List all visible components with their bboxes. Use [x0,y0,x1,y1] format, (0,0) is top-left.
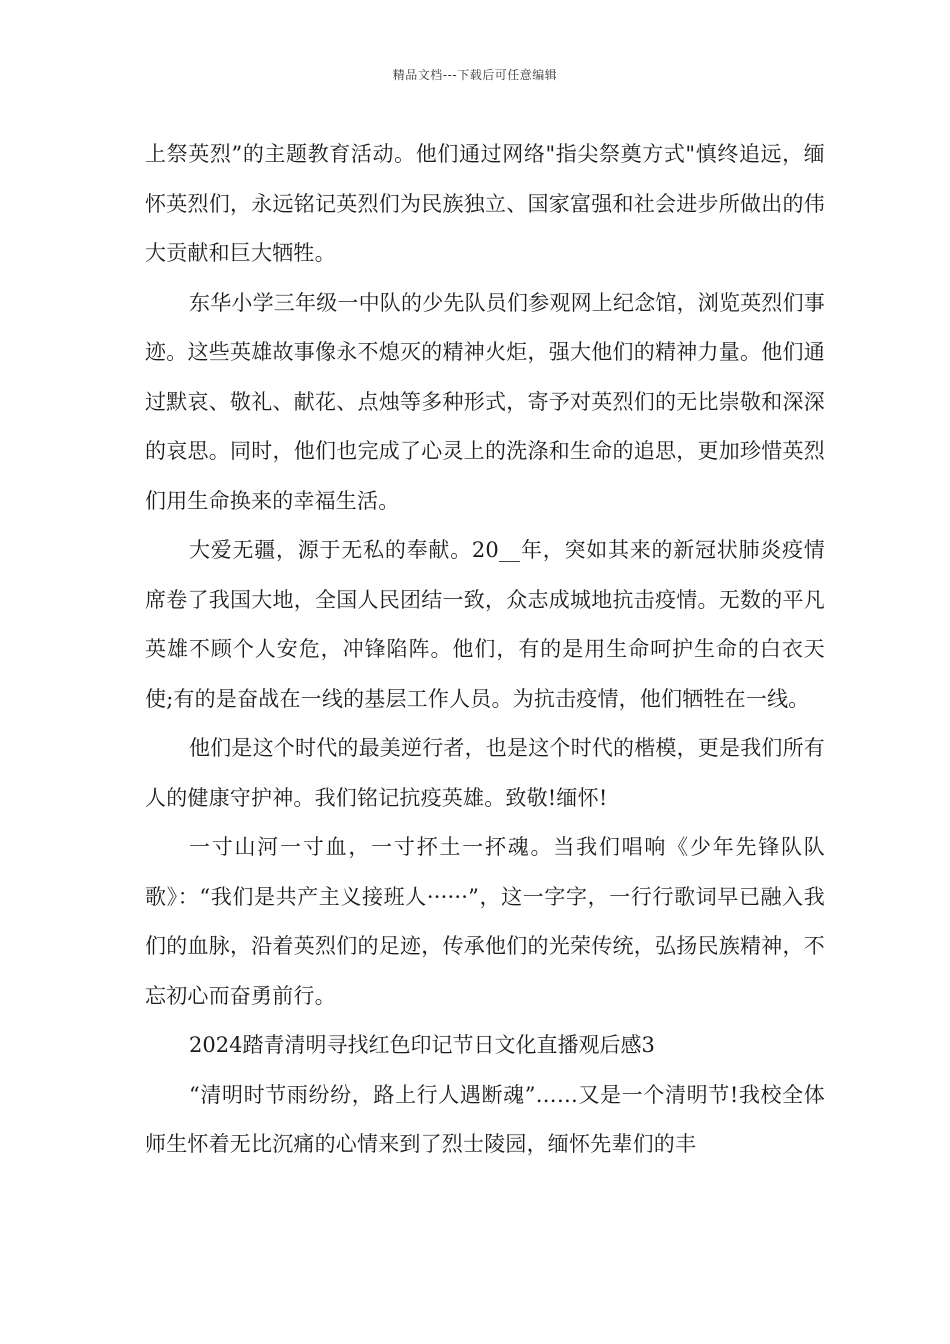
paragraph-4: 他们是这个时代的最美逆行者，也是这个时代的楷模，更是我们所有人的健康守护神。我们铭记抗疫英雄。致敬!缅怀! [145,736,825,810]
paragraph-3: 大爱无疆，源于无私的奉献。20__年，突如其来的新冠状肺炎疫情席卷了我国大地，全国人民团结一致，众志成城地抗击疫情。无数的平凡英雄不顾个人安危，冲锋陷阵。他们，有的是用生命呵护生命的白衣天使;有的是奋战在一线的基层工作人员。为抗击疫情，他们牺牲在一线。 [145,538,825,711]
page-header: 精品文档---下载后可任意编辑 [392,68,558,82]
document-body [145,130,825,1170]
paragraph-2: 东华小学三年级一中队的少先队员们参观网上纪念馆，浏览英烈们事迹。这些英雄故事像永不熄灭的精神火炬，强大他们的精神力量。他们通过默哀、敬礼、献花、点烛等多种形式，寄予对英烈们的无比崇敬和深深的哀思。同时，他们也完成了心灵上的洗涤和生命的追思，更加珍惜英烈们用生命换来的幸福生活。 [145,290,825,513]
paragraph-5: 一寸山河一寸血，一寸抔土一抔魂。当我们唱响《少年先锋队队歌》：“我们是共产主义接班人······”，这一字字，一行行歌词早已融入我们的血脉，沿着英烈们的足迹，传承他们的光荣传统，弘扬民族精神，不忘初心而奋勇前行。 [145,835,825,1008]
section-heading: 2024踏青清明寻找红色印记节日文化直播观后感3 [189,1033,655,1057]
paragraph-1: 上祭英烈”的主题教育活动。他们通过网络"指尖祭奠方式"慎终追远，缅怀英烈们，永远铭记英烈们为民族独立、国家富强和社会进步所做出的伟大贡献和巨大牺牲。 [145,142,825,265]
paragraph-6: “清明时节雨纷纷，路上行人遇断魂”……又是一个清明节!我校全体师生怀着无比沉痛的心情来到了烈士陵园，缅怀先辈们的丰 [145,1082,825,1156]
